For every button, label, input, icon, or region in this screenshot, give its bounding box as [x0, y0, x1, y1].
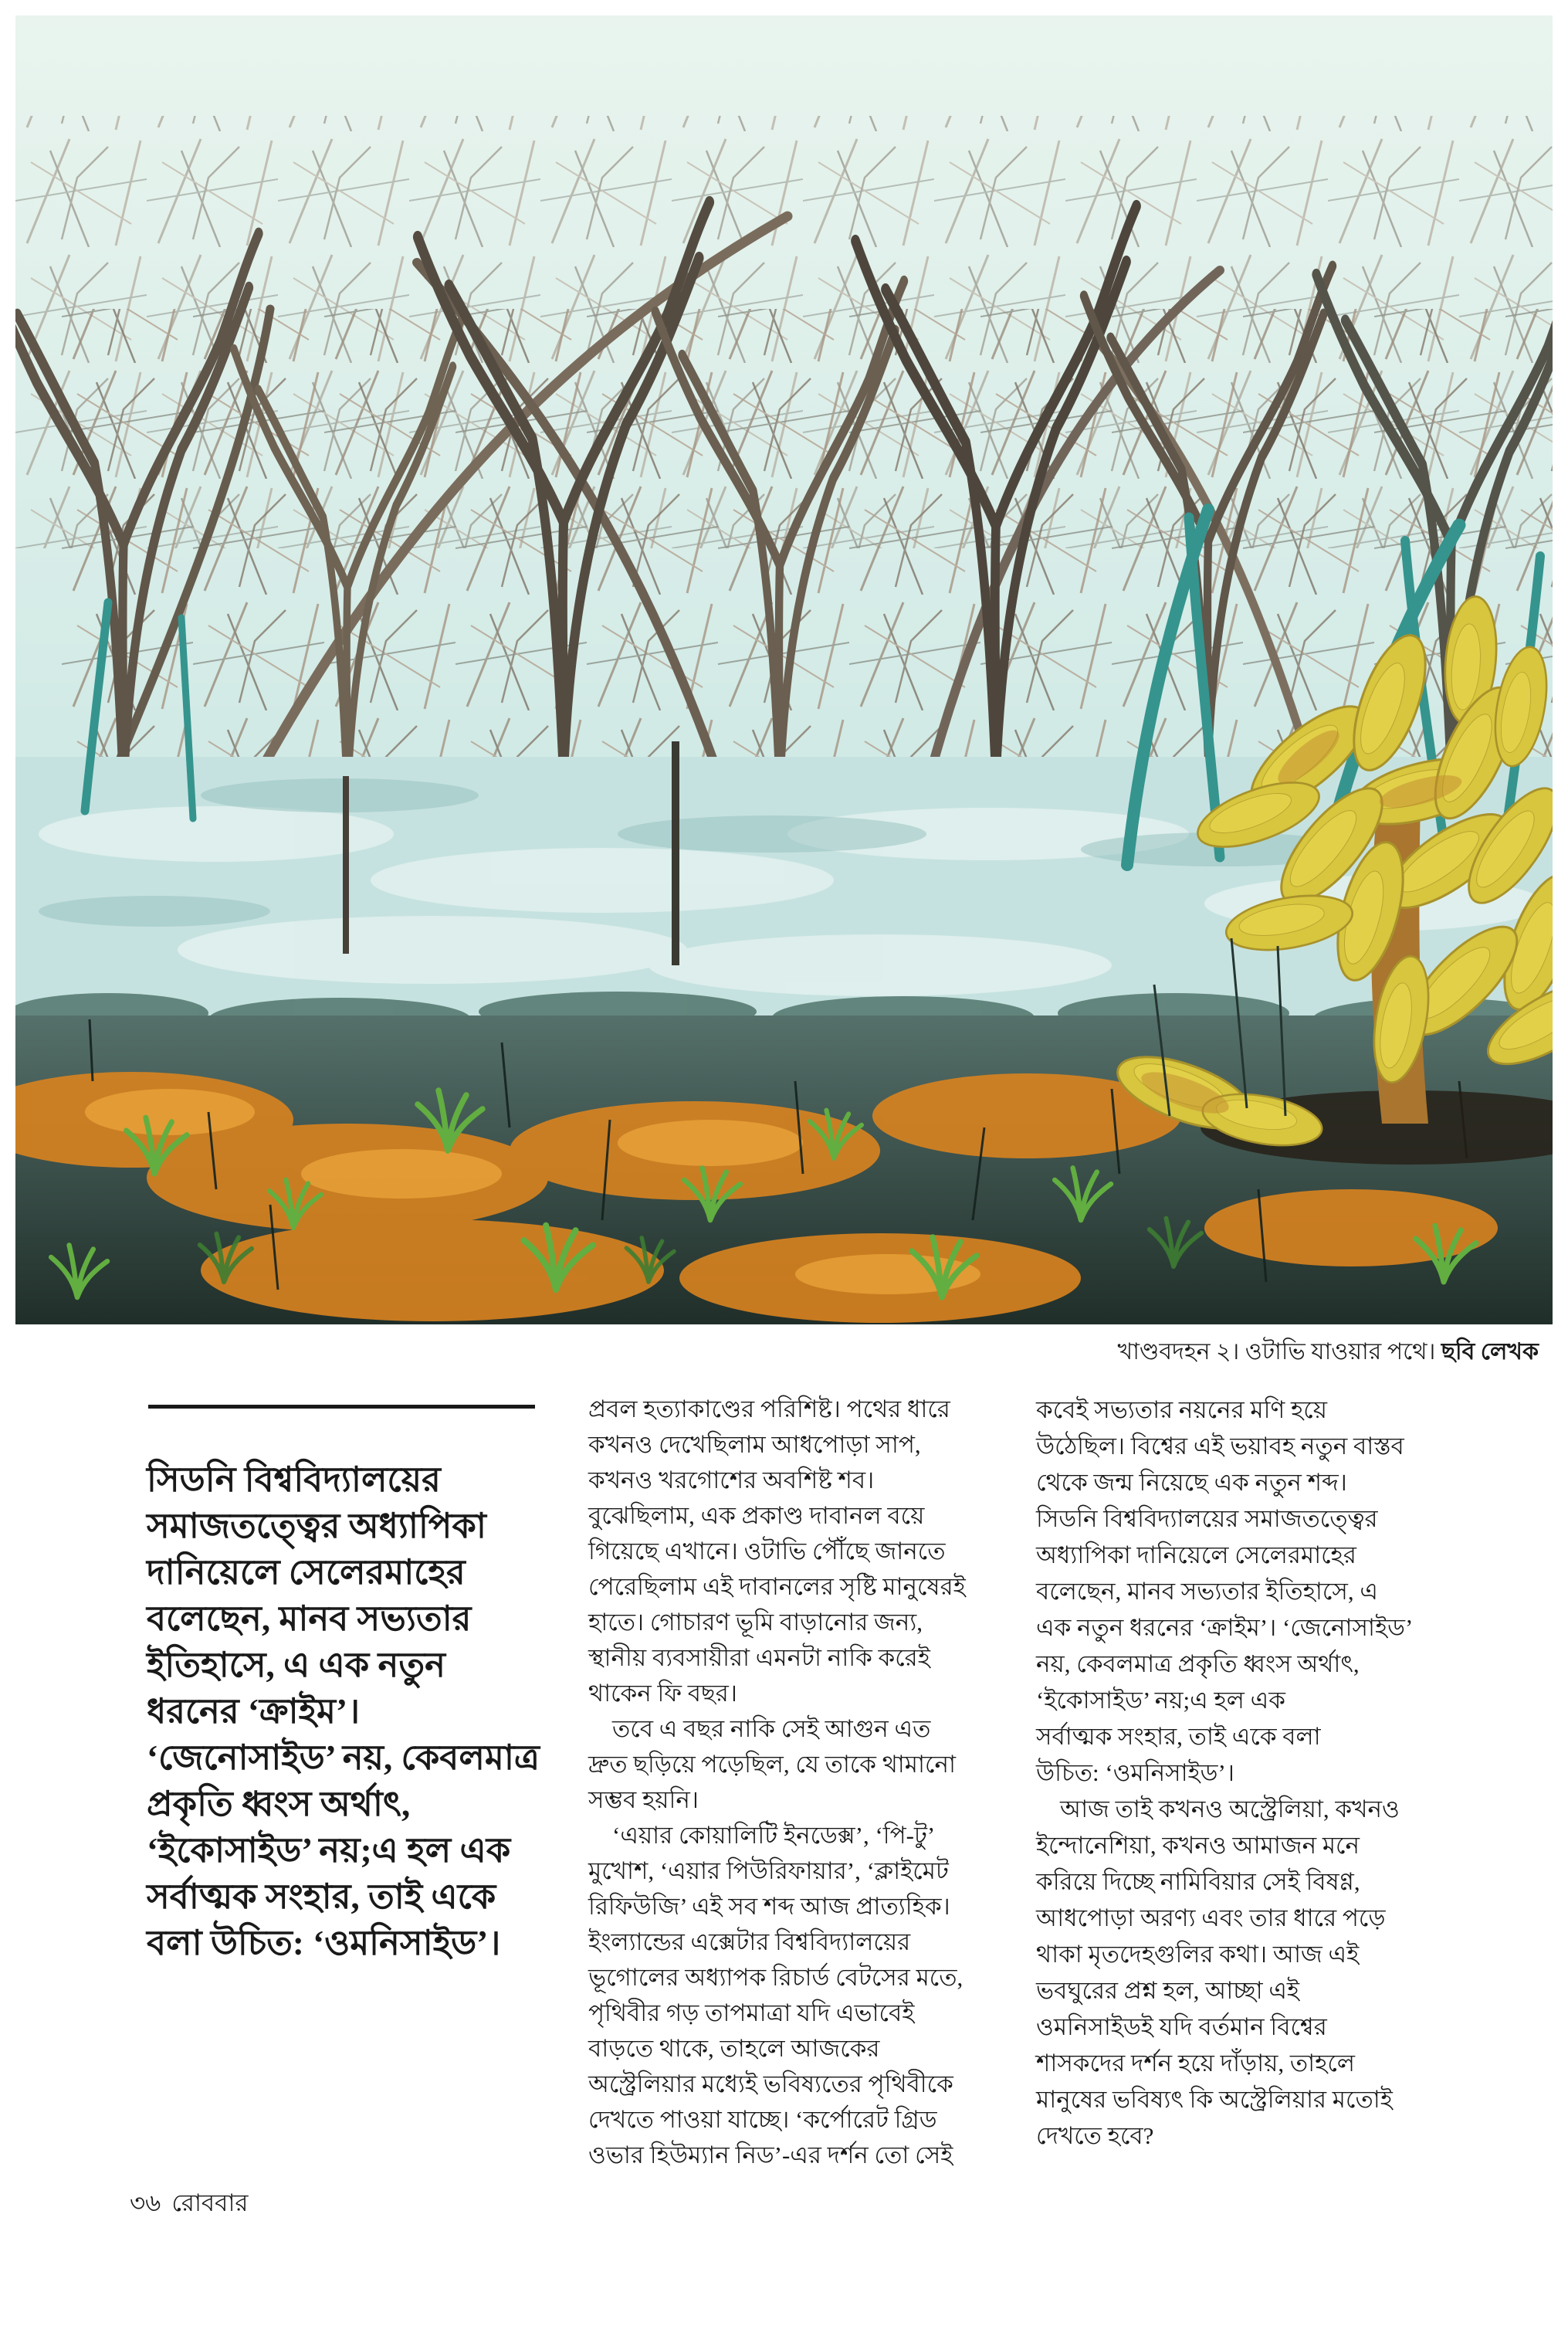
- text-line: ধরনের ‘ক্রাইম’।: [147, 1692, 361, 1731]
- text-line: ভবঘুরের প্রশ্ন হল, আচ্ছা এই: [1036, 1977, 1300, 2004]
- text-line: গিয়েছে এখানে। ওটাভি পৌঁছে জানতে: [588, 1538, 946, 1565]
- text-line: থাকা মৃতদেহগুলির কথা। আজ এই: [1036, 1941, 1360, 1968]
- text-line: স্থানীয় ব্যবসায়ীরা এমনটা নাকি করেই: [588, 1644, 930, 1671]
- text-line: বাড়তে থাকে, তাহলে আজকের: [588, 2035, 880, 2062]
- publication-name: রোববার: [171, 2189, 249, 2216]
- caption-credit: ছবি লেখক: [1441, 1339, 1539, 1365]
- text-line: ‘ইকোসাইড’ নয়;এ হল এক: [147, 1831, 511, 1870]
- pull-quote-rule: [148, 1405, 535, 1409]
- body-column-right: [1036, 1392, 1536, 2154]
- text-line: ইন্দোনেশিয়া, কখনও আমাজন মনে: [1036, 1832, 1360, 1859]
- text-line: কখনও দেখেছিলাম আধপোড়া সাপ,: [588, 1431, 921, 1458]
- text-line: এক নতুন ধরনের ‘ক্রাইম’। ‘জেনোসাইড’: [1036, 1614, 1414, 1641]
- text-line: সর্বাত্মক সংহার, তাই একে: [147, 1877, 496, 1916]
- text-line: নয়, কেবলমাত্র প্রকৃতি ধ্বংস অর্থাৎ,: [1036, 1650, 1360, 1677]
- text-line: বলেছেন, মানব সভ্যতার ইতিহাসে, এ: [1036, 1578, 1378, 1605]
- photo-illustration: [15, 15, 1553, 1324]
- text-line: ‘জেনোসাইড’ নয়, কেবলমাত্র: [147, 1738, 540, 1777]
- text-line: উঠেছিল। বিশ্বের এই ভয়াবহ নতুন বাস্তব: [1036, 1433, 1404, 1460]
- body-column-middle: [588, 1392, 1035, 2173]
- text-line: দেখতে পাওয়া যাচ্ছে। ‘কর্পোরেট গ্রিড: [588, 2106, 937, 2133]
- text-line: সিডনি বিশ্ববিদ্যালয়ের সমাজতত্ত্বের: [1036, 1505, 1378, 1532]
- text-line: মুখোশ, ‘এয়ার পিউরিফায়ার’, ‘ক্লাইমেট: [588, 1857, 949, 1884]
- text-line: দানিয়েলে সেলেরমাহের: [147, 1553, 466, 1592]
- text-line: ওমনিসাইডই যদি বর্তমান বিশ্বের: [1036, 2013, 1327, 2040]
- text-line: দ্রুত ছড়িয়ে পড়েছিল, যে তাকে থামানো: [588, 1751, 956, 1778]
- page-footer: [130, 2188, 248, 2219]
- text-line: ইতিহাসে, এ এক নতুন: [147, 1646, 445, 1684]
- text-line: কবেই সভ্যতার নয়নের মণি হয়ে: [1036, 1396, 1327, 1423]
- text-line: রিফিউজি’ এই সব শব্দ আজ প্রাত্যহিক।: [588, 1893, 950, 1920]
- page-number: ৩৬: [130, 2189, 161, 2216]
- text-line: কখনও খরগোশের অবশিষ্ট শব।: [588, 1466, 875, 1494]
- text-line: অধ্যাপিকা দানিয়েলে সেলেরমাহের: [1036, 1541, 1356, 1568]
- caption-text: খাণ্ডবদহন ২। ওটাভি যাওয়ার পথে।: [1117, 1339, 1441, 1365]
- text-line: দেখতে হবে?: [1036, 2122, 1154, 2149]
- text-line: হাতে। গোচারণ ভূমি বাড়ানোর জন্য,: [588, 1609, 923, 1636]
- text-line: পৃথিবীর গড় তাপমাত্রা যদি এভাবেই: [588, 1999, 915, 2026]
- text-line: করিয়ে দিচ্ছে নামিবিয়ার সেই বিষণ্ণ,: [1036, 1868, 1360, 1895]
- text-line: সমাজতত্ত্বের অধ্যাপিকা: [147, 1507, 486, 1545]
- text-line: তবে এ বছর নাকি সেই আগুন এত: [588, 1715, 931, 1742]
- text-line: সর্বাত্মক সংহার, তাই একে বলা: [1036, 1723, 1321, 1750]
- text-line: ভূগোলের অধ্যাপক রিচার্ড বেটসের মতে,: [588, 1964, 963, 1991]
- text-line: পেরেছিলাম এই দাবানলের সৃষ্টি মানুষেরই: [588, 1573, 966, 1600]
- text-line: আধপোড়া অরণ্য এবং তার ধারে পড়ে: [1036, 1904, 1386, 1931]
- text-line: উচিত: ‘ওমনিসাইড’।: [1036, 1759, 1234, 1786]
- text-line: মানুষের ভবিষ্যৎ কি অস্ট্রেলিয়ার মতোই: [1036, 2086, 1393, 2113]
- text-line: প্রবল হত্যাকাণ্ডের পরিশিষ্ট। পথের ধারে: [588, 1395, 950, 1422]
- text-line: বলেছেন, মানব সভ্যতার: [147, 1599, 472, 1638]
- text-line: ‘ইকোসাইড’ নয়;এ হল এক: [1036, 1687, 1285, 1714]
- text-line: বলা উচিত: ‘ওমনিসাইড’।: [147, 1924, 501, 1962]
- text-line: বুঝেছিলাম, এক প্রকাণ্ড দাবানল বয়ে: [588, 1502, 925, 1529]
- text-line: ইংল্যান্ডের এক্সেটার বিশ্ববিদ্যালয়ের: [588, 1928, 911, 1955]
- text-line: থাকেন ফি বছর।: [588, 1680, 737, 1707]
- text-line: শাসকদের দর্শন হয়ে দাঁড়ায়, তাহলে: [1036, 2050, 1355, 2077]
- text-line: থেকে জন্ম নিয়েছে এক নতুন শব্দ।: [1036, 1469, 1347, 1496]
- article-photo: [15, 15, 1553, 1324]
- text-line: অস্ট্রেলিয়ার মধ্যেই ভবিষ্যতের পৃথিবীকে: [588, 2070, 953, 2097]
- text-line: আজ তাই কখনও অস্ট্রেলিয়া, কখনও: [1036, 1795, 1400, 1822]
- text-line: ওভার হিউম্যান নিড’-এর দর্শন তো সেই: [588, 2141, 953, 2168]
- text-line: ‘এয়ার কোয়ালিটি ইনডেক্স’, ‘পি-টু’: [588, 1822, 936, 1849]
- pull-quote: [147, 1456, 564, 1966]
- text-line: সম্ভব হয়নি।: [588, 1786, 699, 1813]
- photo-caption: [1023, 1337, 1539, 1368]
- text-line: প্রকৃতি ধ্বংস অর্থাৎ,: [147, 1785, 411, 1823]
- text-line: সিডনি বিশ্ববিদ্যালয়ের: [147, 1460, 441, 1499]
